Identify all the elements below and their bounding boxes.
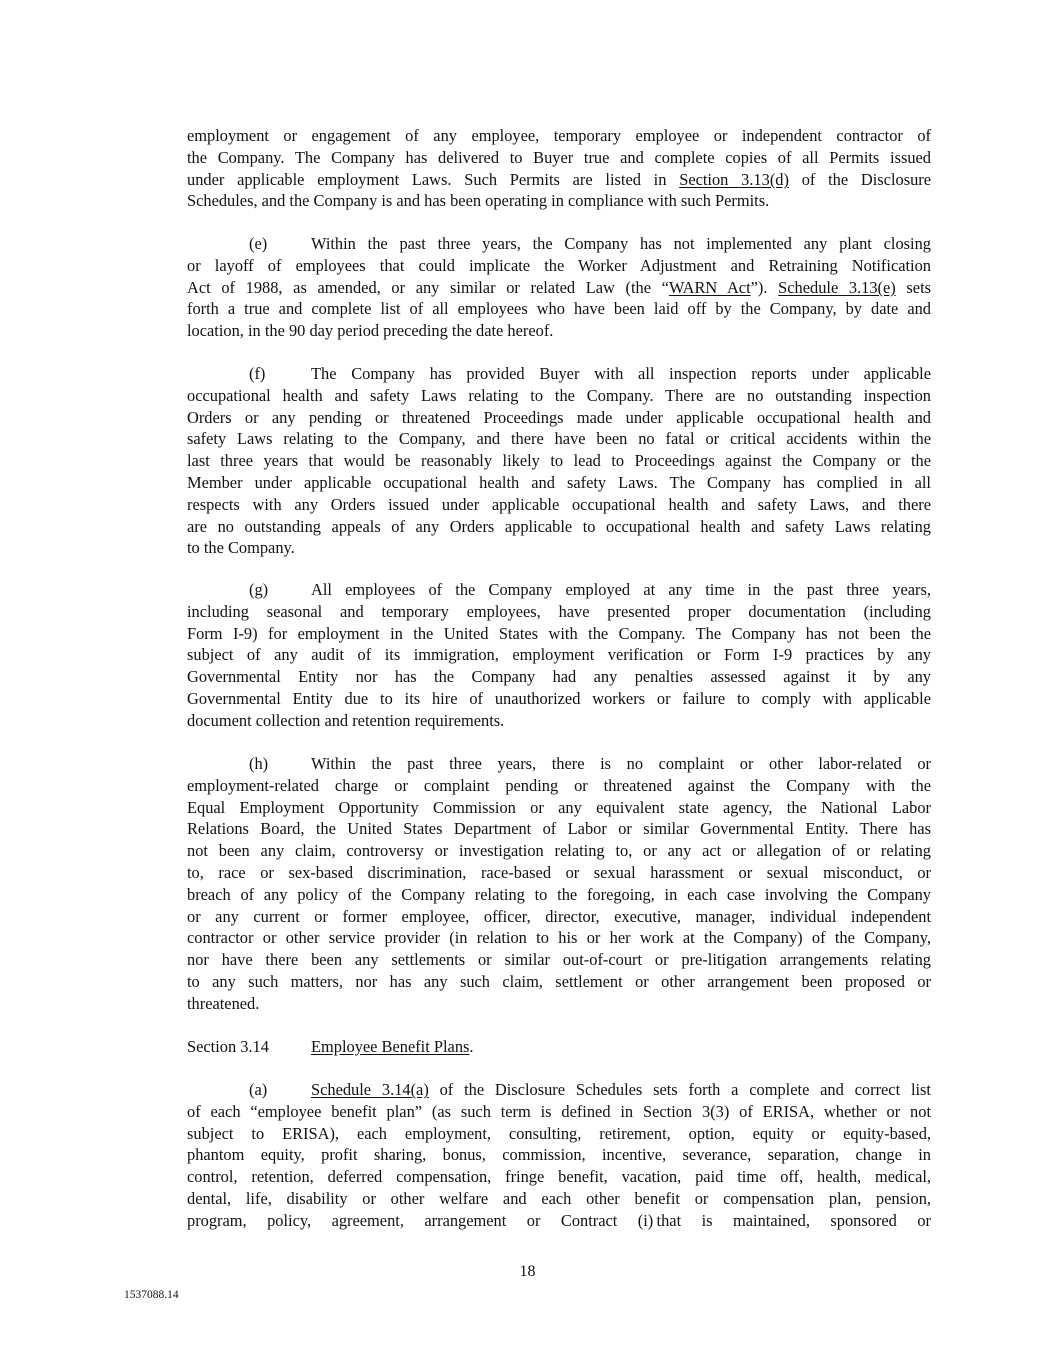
- text-line: to the Company.: [187, 538, 295, 558]
- page-number: 18: [519, 1263, 536, 1280]
- paragraph-h: [187, 753, 931, 1015]
- schedule-reference: Schedule 3.13(e): [778, 277, 896, 297]
- text-line: safety Laws relating to the Company, and there have been no fatal or critical accidents within the: [187, 429, 931, 449]
- text-line: Orders or any pending or threatened Proceedings made under applicable occupational health and: [187, 407, 931, 427]
- paragraph-label: (e): [249, 234, 268, 253]
- paragraph-a: [187, 1079, 931, 1232]
- text-line: including seasonal and temporary employees, have presented proper documentation (including: [187, 601, 931, 621]
- text-line: breach of any policy of the Company relating to the foregoing, in each case involving the Company: [187, 884, 931, 904]
- paragraph-e: [187, 233, 931, 342]
- text-fragment: Within the past three years, the Company has not implemented any plant closing: [311, 234, 931, 253]
- text-fragment: Act of 1988, as amended, or any similar or related Law (the “: [187, 277, 669, 297]
- text-fragment: The Company has provided Buyer with all inspection reports under applicable: [311, 364, 931, 383]
- text-line: Governmental Entity due to its hire of unauthorized workers or failure to comply with applicable: [187, 688, 931, 708]
- section-heading: [187, 1036, 931, 1058]
- paragraph-f: [187, 363, 931, 559]
- text-line: [187, 579, 931, 601]
- defined-term: WARN Act: [668, 277, 751, 297]
- text-fragment: sets: [895, 277, 931, 297]
- text-line: or layoff of employees that could implicate the Worker Adjustment and Retraining Notification: [187, 255, 931, 275]
- text-line: Member under applicable occupational health and safety Laws. The Company has complied in all: [187, 472, 931, 492]
- schedule-reference: Schedule 3.14(a): [311, 1080, 429, 1099]
- paragraph-label: (h): [249, 754, 269, 773]
- text-line: [187, 753, 931, 775]
- text-line: forth a true and complete list of all employees who have been laid off by the Company, by date and: [187, 299, 931, 319]
- text-line: dental, life, disability or other welfare and each other benefit or compensation plan, pension,: [187, 1188, 931, 1208]
- text-fragment: of the Disclosure Schedules sets forth a complete and correct list: [428, 1080, 931, 1099]
- text-line: are no outstanding appeals of any Orders applicable to occupational health and safety Laws relating: [187, 516, 931, 536]
- text-line: document collection and retention requirements.: [187, 710, 505, 730]
- paragraph-label: (a): [249, 1080, 268, 1099]
- text-line: phantom equity, profit sharing, bonus, commission, incentive, severance, separation, change in: [187, 1145, 931, 1165]
- section-number: Section 3.14: [187, 1037, 269, 1056]
- text-line: Relations Board, the United States Department of Labor or similar Governmental Entity. There has: [187, 819, 931, 839]
- text-fragment: All employees of the Company employed at any time in the past three years,: [311, 580, 931, 599]
- text-line: to, race or sex-based discrimination, race-based or sexual harassment or sexual misconduct, or: [187, 862, 931, 882]
- text-line: respects with any Orders issued under applicable occupational health and safety Laws, and there: [187, 494, 931, 514]
- text-line: occupational health and safety Laws relating to the Company. There are no outstanding inspection: [187, 385, 931, 405]
- text-line: the Company. The Company has delivered to Buyer true and complete copies of all Permits issued: [187, 147, 931, 167]
- section-title: Employee Benefit Plans: [311, 1037, 470, 1056]
- text-fragment: Within the past three years, there is no complaint or other labor-related or: [311, 754, 931, 773]
- text-line: Governmental Entity nor has the Company had any penalties assessed against it by any: [187, 667, 931, 687]
- text-line: Equal Employment Opportunity Commission or any equivalent state agency, the National Labor: [187, 797, 931, 817]
- text-line: subject to ERISA), each employment, consulting, retirement, option, equity or equity-based,: [187, 1123, 931, 1143]
- text-line: of each “employee benefit plan” (as such term is defined in Section 3(3) of ERISA, whether or not: [187, 1101, 931, 1121]
- text-line: [187, 277, 931, 299]
- text-fragment: ”).: [750, 277, 779, 297]
- text-line: [187, 233, 931, 255]
- text-line: [187, 1036, 931, 1058]
- text-line: program, policy, agreement, arrangement or Contract (i) that is maintained, sponsored or: [187, 1210, 931, 1230]
- text-fragment: under applicable employment Laws. Such Permits are listed in: [187, 169, 680, 189]
- paragraph-intro: [187, 125, 931, 212]
- paragraph-label: (f): [249, 364, 266, 383]
- text-line: [187, 1079, 931, 1101]
- text-fragment: .: [469, 1037, 474, 1056]
- text-line: to any such matters, nor has any such claim, settlement or other arrangement been proposed or: [187, 971, 931, 991]
- text-line: Form I-9) for employment in the United States with the Company. The Company has not been the: [187, 623, 931, 643]
- text-line: [187, 363, 931, 385]
- text-line: control, retention, deferred compensation, fringe benefit, vacation, paid time off, health, medical,: [187, 1167, 931, 1187]
- text-line: or any current or former employee, officer, director, executive, manager, individual independent: [187, 906, 931, 926]
- text-line: last three years that would be reasonably likely to lead to Proceedings against the Company or the: [187, 451, 931, 471]
- text-line: subject of any audit of its immigration, employment verification or Form I-9 practices by any: [187, 645, 931, 665]
- paragraph-label: (g): [249, 580, 269, 599]
- text-line: threatened.: [187, 993, 260, 1013]
- text-line: contractor or other service provider (in relation to his or her work at the Company) of the Company,: [187, 928, 931, 948]
- section-reference: Section 3.13(d): [679, 169, 789, 189]
- text-line: nor have there been any settlements or similar out-of-court or pre-litigation arrangements relating: [187, 950, 931, 970]
- text-fragment: of the Disclosure: [788, 169, 931, 189]
- document-id: 1537088.14: [124, 1289, 179, 1301]
- text-line: Schedules, and the Company is and has been operating in compliance with such Permits.: [187, 191, 770, 211]
- text-line: employment-related charge or complaint pending or threatened against the Company with the: [187, 775, 931, 795]
- text-line: not been any claim, controversy or investigation relating to, or any act or allegation of or relating: [187, 841, 931, 861]
- paragraph-g: [187, 579, 931, 732]
- text-line: location, in the 90 day period preceding the date hereof.: [187, 321, 554, 341]
- text-line: [187, 169, 931, 191]
- text-line: employment or engagement of any employee, temporary employee or independent contractor of: [187, 126, 931, 145]
